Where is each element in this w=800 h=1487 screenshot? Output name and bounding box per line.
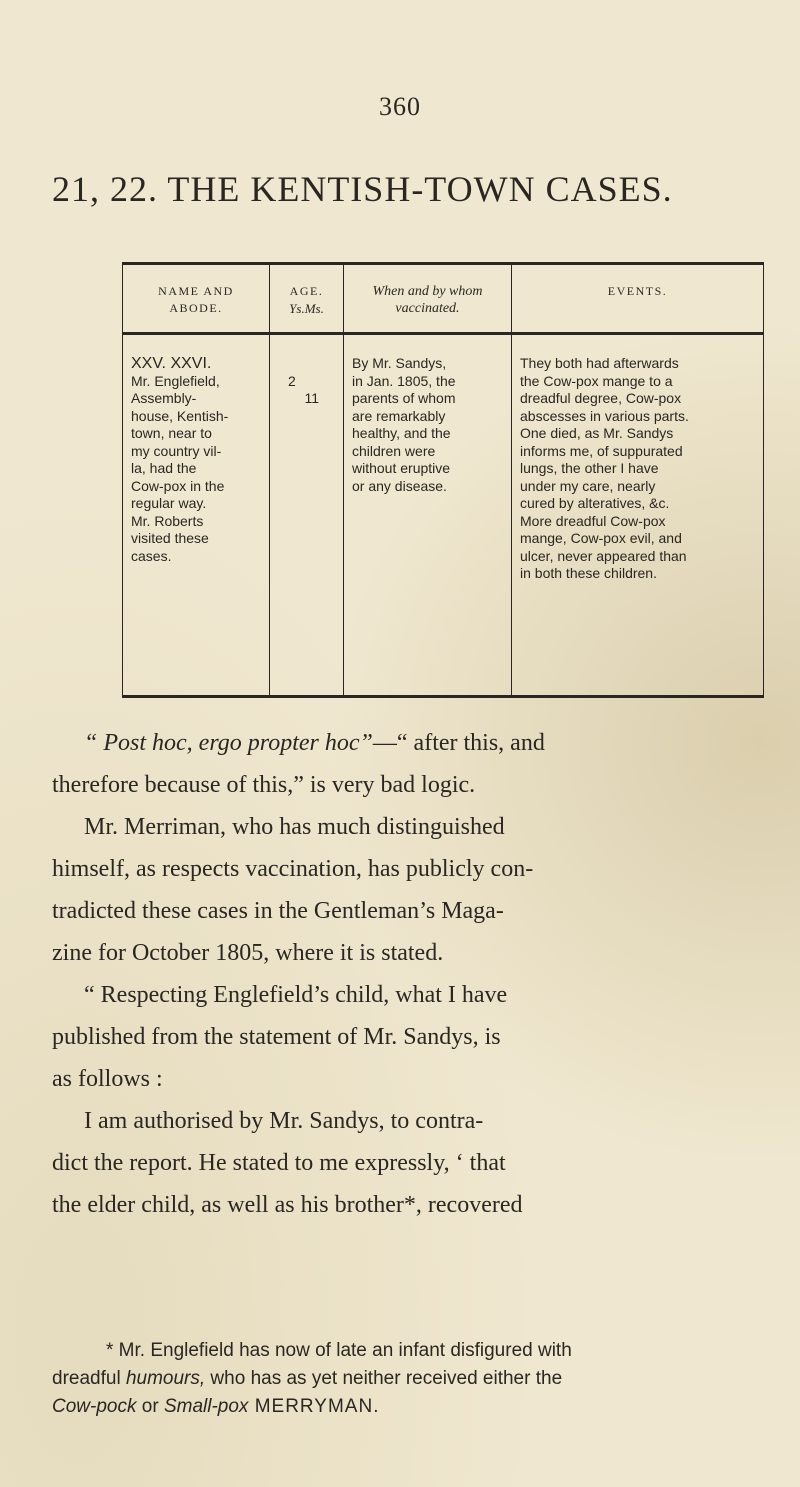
footnote-line: * Mr. Englefield has now of late an infant disfigured with [106,1340,572,1361]
text-line: zine for October 1805, where it is stated. [52,940,444,966]
cell-line: my country vil- [131,442,222,459]
cell-line: visited these [131,530,209,546]
cell-line: house, Kentish- [131,407,229,424]
footnote-text: dreadful [52,1368,126,1389]
footnote-italic: humours, [125,1368,206,1389]
cell-line: 11 [304,390,319,406]
text-line: the elder child, as well as his brother*, recovered [52,1192,523,1218]
cell-line: abscesses in various parts. [520,407,689,424]
cell-line: Mr. Englefield, [131,372,220,389]
header-line: Ys.Ms. [289,301,324,316]
cell-line: informs me, of suppurated [520,442,683,459]
cell-events [512,335,763,583]
text-line: therefore because of this,” is very bad logic. [52,772,476,798]
footnote-italic: Cow-pock [52,1396,137,1417]
cell-line: mange, Cow-pox evil, and [520,530,682,546]
cell-line: without eruptive [352,460,451,476]
cell-line: Mr. Roberts [131,512,204,529]
cell-line: children were [352,442,436,459]
cell-age [270,335,343,408]
cell-line: By Mr. Sandys, [352,355,447,371]
cell-line: town, near to [131,425,212,441]
footnote-text: or [136,1396,164,1417]
cell-line: XXV. XXVI. [131,355,212,372]
cell-line: under my care, nearly [520,477,656,494]
cell-line: ulcer, never appeared than [520,547,687,564]
column-events [511,265,763,695]
cell-line: in both these children. [520,565,657,581]
text-line: as follows : [52,1066,163,1092]
cell-line: are remarkably [352,407,446,424]
footnote-signature: MERRYMAN. [248,1396,380,1417]
page-heading: 21, 22. THE KENTISH-TOWN CASES. [52,169,673,209]
spacer [278,355,337,373]
text-line: published from the statement of Mr. Sandys, is [52,1024,501,1050]
cell-line: cases. [131,547,172,564]
cell-line: lungs, the other I have [520,460,659,476]
cell-line: healthy, and the [352,425,451,441]
cell-line: parents of whom [352,390,456,406]
header-line: ABODE. [169,301,223,315]
header-events [512,265,763,335]
text-line: dict the report. He stated to me expressly, ‘ that [52,1150,506,1176]
text-line: “ Respecting Englefield’s child, what I have [84,982,508,1008]
column-age [269,265,343,695]
text-line: I am authorised by Mr. Sandys, to contra- [84,1108,484,1134]
footnote-text: who has as yet neither received either the [205,1368,563,1389]
cell-line: 2 [288,372,296,389]
cell-line: or any disease. [352,477,447,494]
text-line: himself, as respects vaccination, has publicly con- [52,856,534,882]
column-vaccinated [343,265,511,695]
cell-line: One died, as Mr. Sandys [520,425,674,441]
header-line: NAME AND [158,284,234,298]
header-line: vaccinated. [395,301,460,316]
cell-line: More dreadful Cow-pox [520,512,666,529]
footnote-line [52,1365,772,1393]
cell-line: the Cow-pox mange to a [520,372,673,389]
cell-line: They both had afterwards [520,355,679,371]
header-vaccinated [344,265,511,335]
column-name-abode [123,265,269,695]
text-line [52,722,768,764]
text-line: Mr. Merriman, who has much distinguished [84,814,505,840]
cell-line: Assembly- [131,390,197,406]
cell-name-abode [123,335,269,565]
cell-line: cured by alteratives, &c. [520,495,670,511]
footnote-italic: Small-pox [163,1396,249,1417]
header-age [270,265,343,335]
cell-vaccinated [344,335,511,495]
footnote-line [52,1393,772,1421]
cell-line: dreadful degree, Cow-pox [520,390,682,406]
cell-line: in Jan. 1805, the [352,372,456,389]
body-text [52,722,768,1226]
cell-line: Cow-pox in the [131,477,225,494]
text-line: tradicted these cases in the Gentleman’s Maga- [52,898,504,924]
page-number: 360 [379,92,421,121]
latin-quote: “ Post hoc, ergo propter hoc” [84,730,373,756]
cell-line: regular way. [131,495,207,511]
cell-line: la, had the [131,460,197,476]
cases-table [122,262,764,698]
header-line: When and by whom [372,284,483,299]
quote-translation: —“ after this, and [372,730,545,756]
header-line: EVENTS. [607,284,668,298]
header-line: AGE. [289,284,324,298]
footnote [52,1337,772,1421]
header-name-abode [123,265,269,335]
